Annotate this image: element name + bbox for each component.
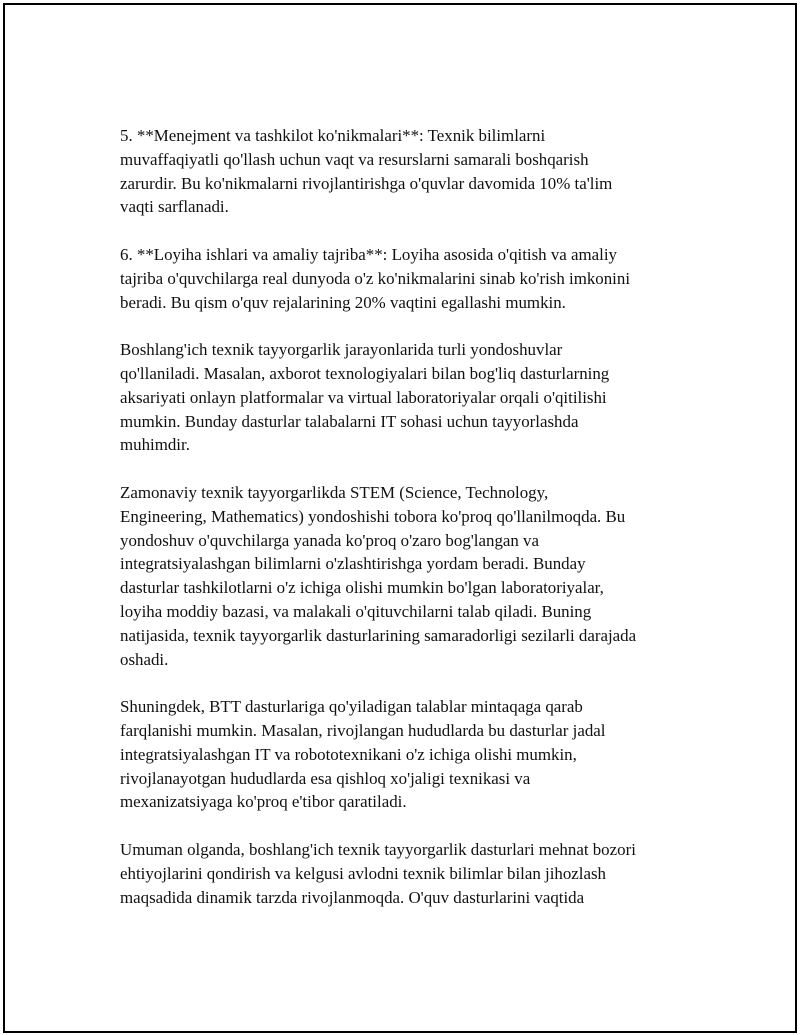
document-page: [3, 3, 797, 1033]
paragraph-approaches: Boshlang'ich texnik tayyorgarlik jarayonlarida turli yondoshuvlar qo'llaniladi. Masalan, axborot texnologiyalari bilan bog'liq dasturlarning aksariyati onlayn platformalar va virtual laboratoriyalar orqali o'qitilishi mumkin. Bunday dasturlar talabalarni IT sohasi uchun tayyorlashda muhimdir.: [120, 340, 610, 455]
paragraph-management-skills: 5. **Menejment va tashkilot ko'nikmalari**: Texnik bilimlarni muvaffaqiyatli qo'llash uchun vaqt va resurslarni samarali boshqarish zarurdir. Bu ko'nikmalarni rivojlantirishga o'quvlar davomida 10% ta'lim vaqti sarflanadi.: [120, 126, 613, 217]
paragraph-regional-requirements: Shuningdek, BTT dasturlariga qo'yiladigan talablar mintaqaga qarab farqlanishi mumkin. Masalan, rivojlangan hududlarda bu dasturlar jadal integratsiyalashgan IT va robototexnikani o'z ichiga olishi mumkin, rivojlanayotgan hududlarda esa qishloq xo'jaligi texnikasi va mexanizatsiyaga ko'proq e'tibor qaratiladi.: [120, 697, 606, 812]
document-body: [120, 124, 700, 933]
paragraph-conclusion: Umuman olganda, boshlang'ich texnik tayyorgarlik dasturlari mehnat bozori ehtiyojlarini qondirish va kelgusi avlodni texnik bilimlar bilan jihozlash maqsadida dinamik tarzda rivojlanmoqda. O'quv dasturlarini vaqtida: [120, 839, 636, 907]
paragraph-project-work: 6. **Loyiha ishlari va amaliy tajriba**: Loyiha asosida o'qitish va amaliy tajriba o'quvchilarga real dunyoda o'z ko'nikmalarini sinab ko'rish imkonini beradi. Bu qism o'quv rejalarining 20% vaqtini egallashi mumkin.: [120, 244, 631, 312]
paragraph-stem: Zamonaviy texnik tayyorgarlikda STEM (Science, Technology, Engineering, Mathematics) yondoshishi tobora ko'proq qo'llanilmoqda. Bu yondoshuv o'quvchilarga yanada ko'proq o'zaro bog'langan va integratsiyalashgan bilimlarni o'zlashtirishga yordam beradi. Bunday dasturlar tashkilotlarni o'z ichiga olishi mumkin bo'lgan laboratoriyalar, loyiha moddiy bazasi, va malakali o'qituvchilarni talab qiladi. Buning natijasida, texnik tayyorgarlik dasturlarining samaradorligi sezilarli darajada oshadi.: [120, 482, 637, 669]
